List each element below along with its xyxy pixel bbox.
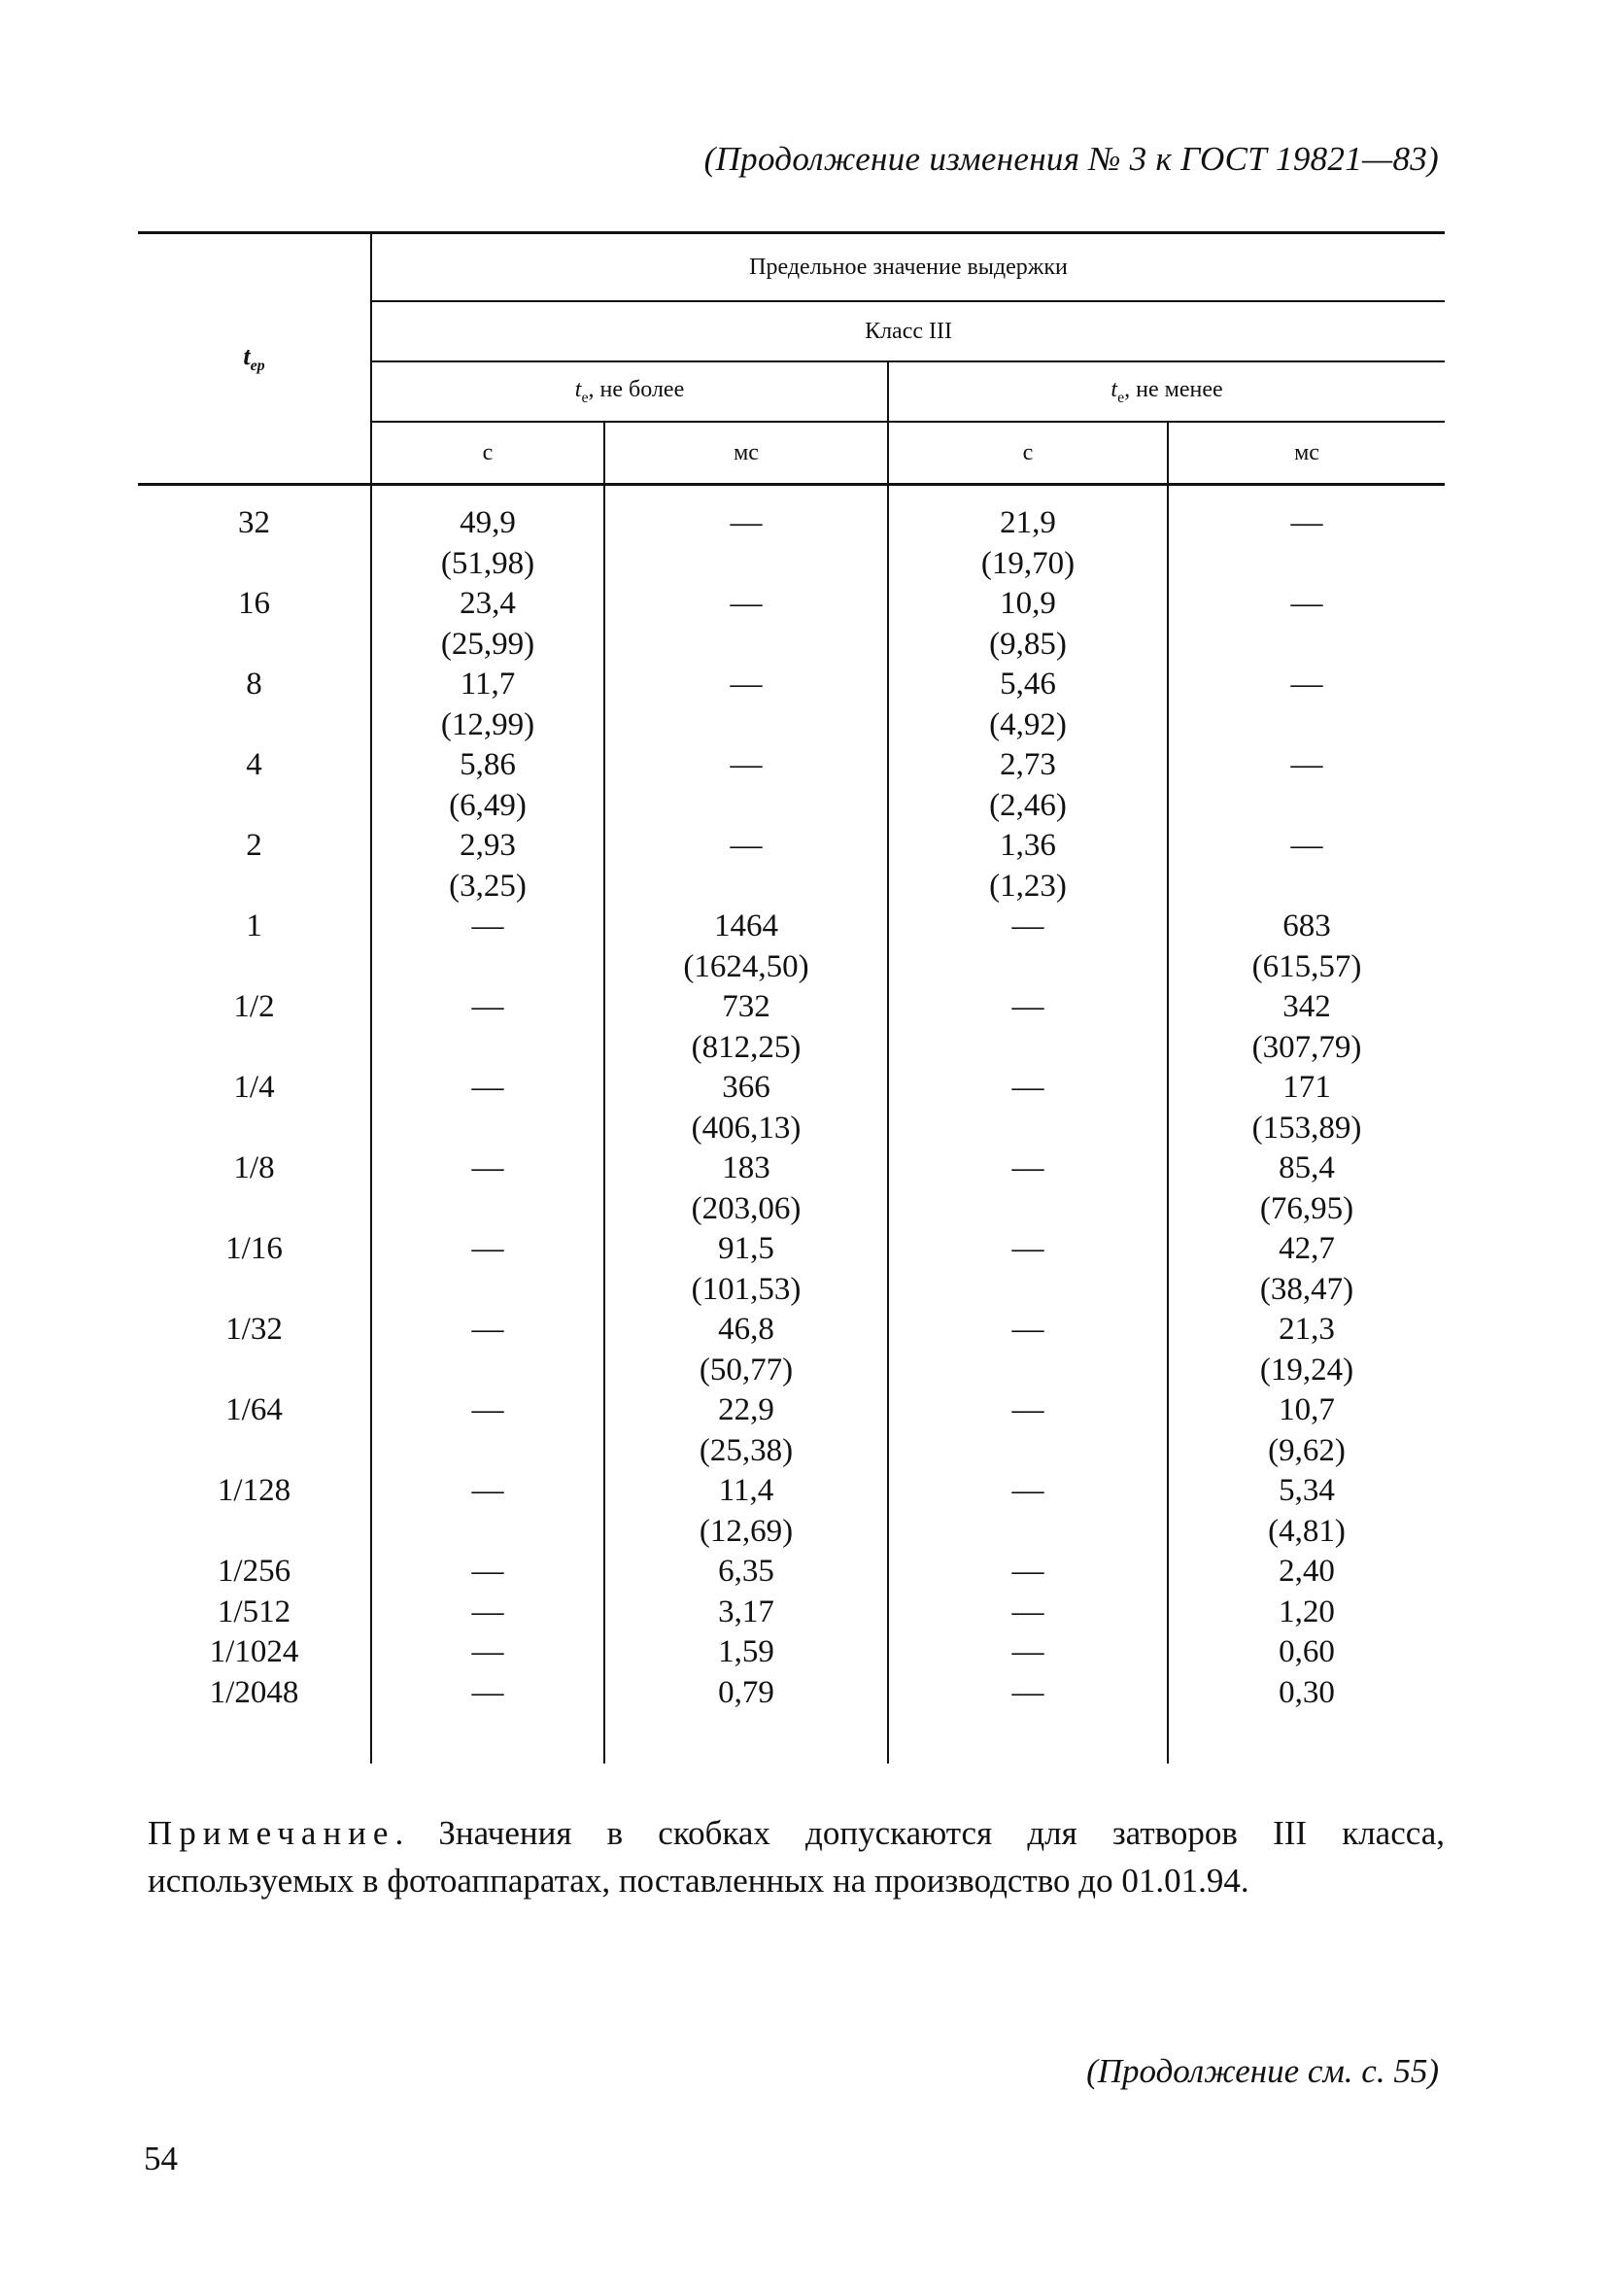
cell-max-ms: 366 (406,13) [604, 1068, 888, 1148]
col-min-symbol: t [1111, 376, 1118, 402]
shutter-limit-table [138, 231, 1445, 1764]
page-number: 54 [144, 2140, 178, 2177]
col-group-max [371, 361, 888, 422]
cell-ter: 8 [246, 667, 262, 702]
cell-min-ms: 21,3 (19,24) [1168, 1310, 1445, 1390]
cell-max-ms: 6,35 [604, 1552, 888, 1593]
cell-min-s: 21,9 (19,70) [888, 485, 1168, 585]
cell-max-s: — [371, 1310, 604, 1390]
table-row [138, 1593, 1445, 1633]
cell-min-ms: — [1168, 584, 1445, 665]
table-row [138, 1632, 1445, 1673]
col-max-symbol: t [574, 376, 582, 402]
cell-min-ms: 0,30 [1168, 1673, 1445, 1714]
cell-ter: 1/512 [217, 1593, 291, 1629]
cell-min-ms: 1,20 [1168, 1593, 1445, 1633]
cell-ter: 1/4 [233, 1070, 275, 1105]
cell-max-ms: — [604, 584, 888, 665]
cell-max-s: — [371, 1673, 604, 1714]
cell-min-s: — [888, 1068, 1168, 1148]
cell-ter: 1/64 [225, 1392, 283, 1427]
unit-header: мс [604, 422, 888, 485]
table-row [138, 1673, 1445, 1714]
unit-header: с [371, 422, 604, 485]
table-row [138, 1229, 1445, 1310]
table-row [138, 1310, 1445, 1390]
cell-ter: 1/8 [233, 1150, 275, 1185]
cell-min-ms: — [1168, 665, 1445, 745]
cell-min-s: — [888, 1632, 1168, 1673]
row-header-subscript: ер [250, 358, 265, 374]
cell-min-s: — [888, 1229, 1168, 1310]
cell-min-s: — [888, 1310, 1168, 1390]
cell-min-s: — [888, 1593, 1168, 1633]
table-row [138, 907, 1445, 987]
table-filler-row [138, 1713, 1445, 1764]
cell-min-s: — [888, 1390, 1168, 1471]
row-header-ter [138, 233, 371, 485]
class-title: Класс III [371, 301, 1445, 361]
filler-cell [888, 1713, 1168, 1764]
cell-max-s: 49,9 (51,98) [371, 485, 604, 585]
cell-max-ms: 11,4 (12,69) [604, 1471, 888, 1552]
filler-cell [604, 1713, 888, 1764]
cell-ter: 4 [246, 747, 262, 782]
cell-min-ms: — [1168, 485, 1445, 585]
cell-min-ms: 10,7 (9,62) [1168, 1390, 1445, 1471]
cell-max-ms: 3,17 [604, 1593, 888, 1633]
cell-max-s: — [371, 987, 604, 1068]
header-note: (Продолжение изменения № 3 к ГОСТ 19821—83) [703, 140, 1439, 178]
table-row [138, 745, 1445, 826]
cell-min-ms: 85,4 (76,95) [1168, 1148, 1445, 1229]
cell-ter: 1/32 [225, 1312, 283, 1347]
cell-max-ms: 1,59 [604, 1632, 888, 1673]
cell-ter: 1/1024 [209, 1634, 299, 1669]
filler-cell [1168, 1713, 1445, 1764]
cell-max-s: 23,4 (25,99) [371, 584, 604, 665]
cell-max-s: — [371, 1552, 604, 1593]
cell-max-ms: — [604, 485, 888, 585]
cell-ter: 16 [238, 586, 270, 621]
col-group-min [888, 361, 1445, 422]
cell-max-ms: 0,79 [604, 1673, 888, 1714]
cell-min-s: 5,46 (4,92) [888, 665, 1168, 745]
cell-max-s: — [371, 1390, 604, 1471]
cell-ter: 1/2 [233, 989, 275, 1024]
cell-max-ms: 183 (203,06) [604, 1148, 888, 1229]
continue-note: (Продолжение см. с. 55) [1086, 2052, 1439, 2090]
cell-min-s: — [888, 1673, 1168, 1714]
cell-ter: 1/256 [217, 1554, 291, 1589]
filler-cell [138, 1713, 371, 1764]
cell-min-ms: — [1168, 826, 1445, 907]
cell-max-s: — [371, 907, 604, 987]
cell-max-s: — [371, 1148, 604, 1229]
cell-ter: 1 [246, 908, 262, 943]
table-row [138, 584, 1445, 665]
col-max-subscript: e [581, 389, 589, 406]
col-min-subscript: e [1117, 389, 1125, 406]
table-row [138, 665, 1445, 745]
col-min-text: , не менее [1124, 376, 1223, 402]
cell-max-ms: — [604, 826, 888, 907]
cell-min-ms: — [1168, 745, 1445, 826]
cell-min-ms: 2,40 [1168, 1552, 1445, 1593]
cell-min-ms: 342 (307,79) [1168, 987, 1445, 1068]
cell-max-s: — [371, 1471, 604, 1552]
unit-header: мс [1168, 422, 1445, 485]
cell-min-ms: 42,7 (38,47) [1168, 1229, 1445, 1310]
cell-max-s: 5,86 (6,49) [371, 745, 604, 826]
cell-min-s: — [888, 1148, 1168, 1229]
cell-ter: 2 [246, 828, 262, 863]
table-row [138, 1390, 1445, 1471]
table-row [138, 1552, 1445, 1593]
cell-max-s: — [371, 1068, 604, 1148]
cell-max-s: — [371, 1229, 604, 1310]
cell-max-ms: 91,5 (101,53) [604, 1229, 888, 1310]
note-text: . Значения в скобках допускаются для затворов III класса, используемых в фотоаппаратах, поставленных на производство до 01.01.94. [148, 1814, 1445, 1900]
table-row [138, 1471, 1445, 1552]
cell-max-s: 2,93 (3,25) [371, 826, 604, 907]
cell-min-s: — [888, 1471, 1168, 1552]
cell-max-s: — [371, 1593, 604, 1633]
group-title: Предельное значение выдержки [371, 233, 1445, 302]
table-body [138, 485, 1445, 1765]
cell-max-ms: 1464 (1624,50) [604, 907, 888, 987]
table-row [138, 987, 1445, 1068]
cell-min-s: 10,9 (9,85) [888, 584, 1168, 665]
cell-max-s: 11,7 (12,99) [371, 665, 604, 745]
cell-min-s: 1,36 (1,23) [888, 826, 1168, 907]
cell-min-s: — [888, 1552, 1168, 1593]
cell-max-s: — [371, 1632, 604, 1673]
cell-ter: 1/128 [217, 1473, 291, 1508]
cell-max-ms: 46,8 (50,77) [604, 1310, 888, 1390]
cell-min-s: 2,73 (2,46) [888, 745, 1168, 826]
cell-min-ms: 5,34 (4,81) [1168, 1471, 1445, 1552]
table-row [138, 1148, 1445, 1229]
cell-min-ms: 683 (615,57) [1168, 907, 1445, 987]
note-lead: Примечание [148, 1814, 395, 1852]
cell-ter: 1/16 [225, 1231, 283, 1266]
cell-ter: 1/2048 [209, 1674, 299, 1710]
cell-max-ms: 732 (812,25) [604, 987, 888, 1068]
cell-max-ms: — [604, 665, 888, 745]
cell-min-ms: 0,60 [1168, 1632, 1445, 1673]
cell-ter: 32 [238, 505, 270, 540]
filler-cell [371, 1713, 604, 1764]
cell-min-s: — [888, 987, 1168, 1068]
cell-max-ms: — [604, 745, 888, 826]
cell-min-ms: 171 (153,89) [1168, 1068, 1445, 1148]
unit-header: с [888, 422, 1168, 485]
cell-min-s: — [888, 907, 1168, 987]
table-note [148, 1809, 1445, 1904]
table-row [138, 485, 1445, 585]
col-max-text: , не более [588, 376, 685, 402]
cell-max-ms: 22,9 (25,38) [604, 1390, 888, 1471]
table-row [138, 1068, 1445, 1148]
row-header-symbol: t [243, 342, 251, 370]
table-row [138, 826, 1445, 907]
